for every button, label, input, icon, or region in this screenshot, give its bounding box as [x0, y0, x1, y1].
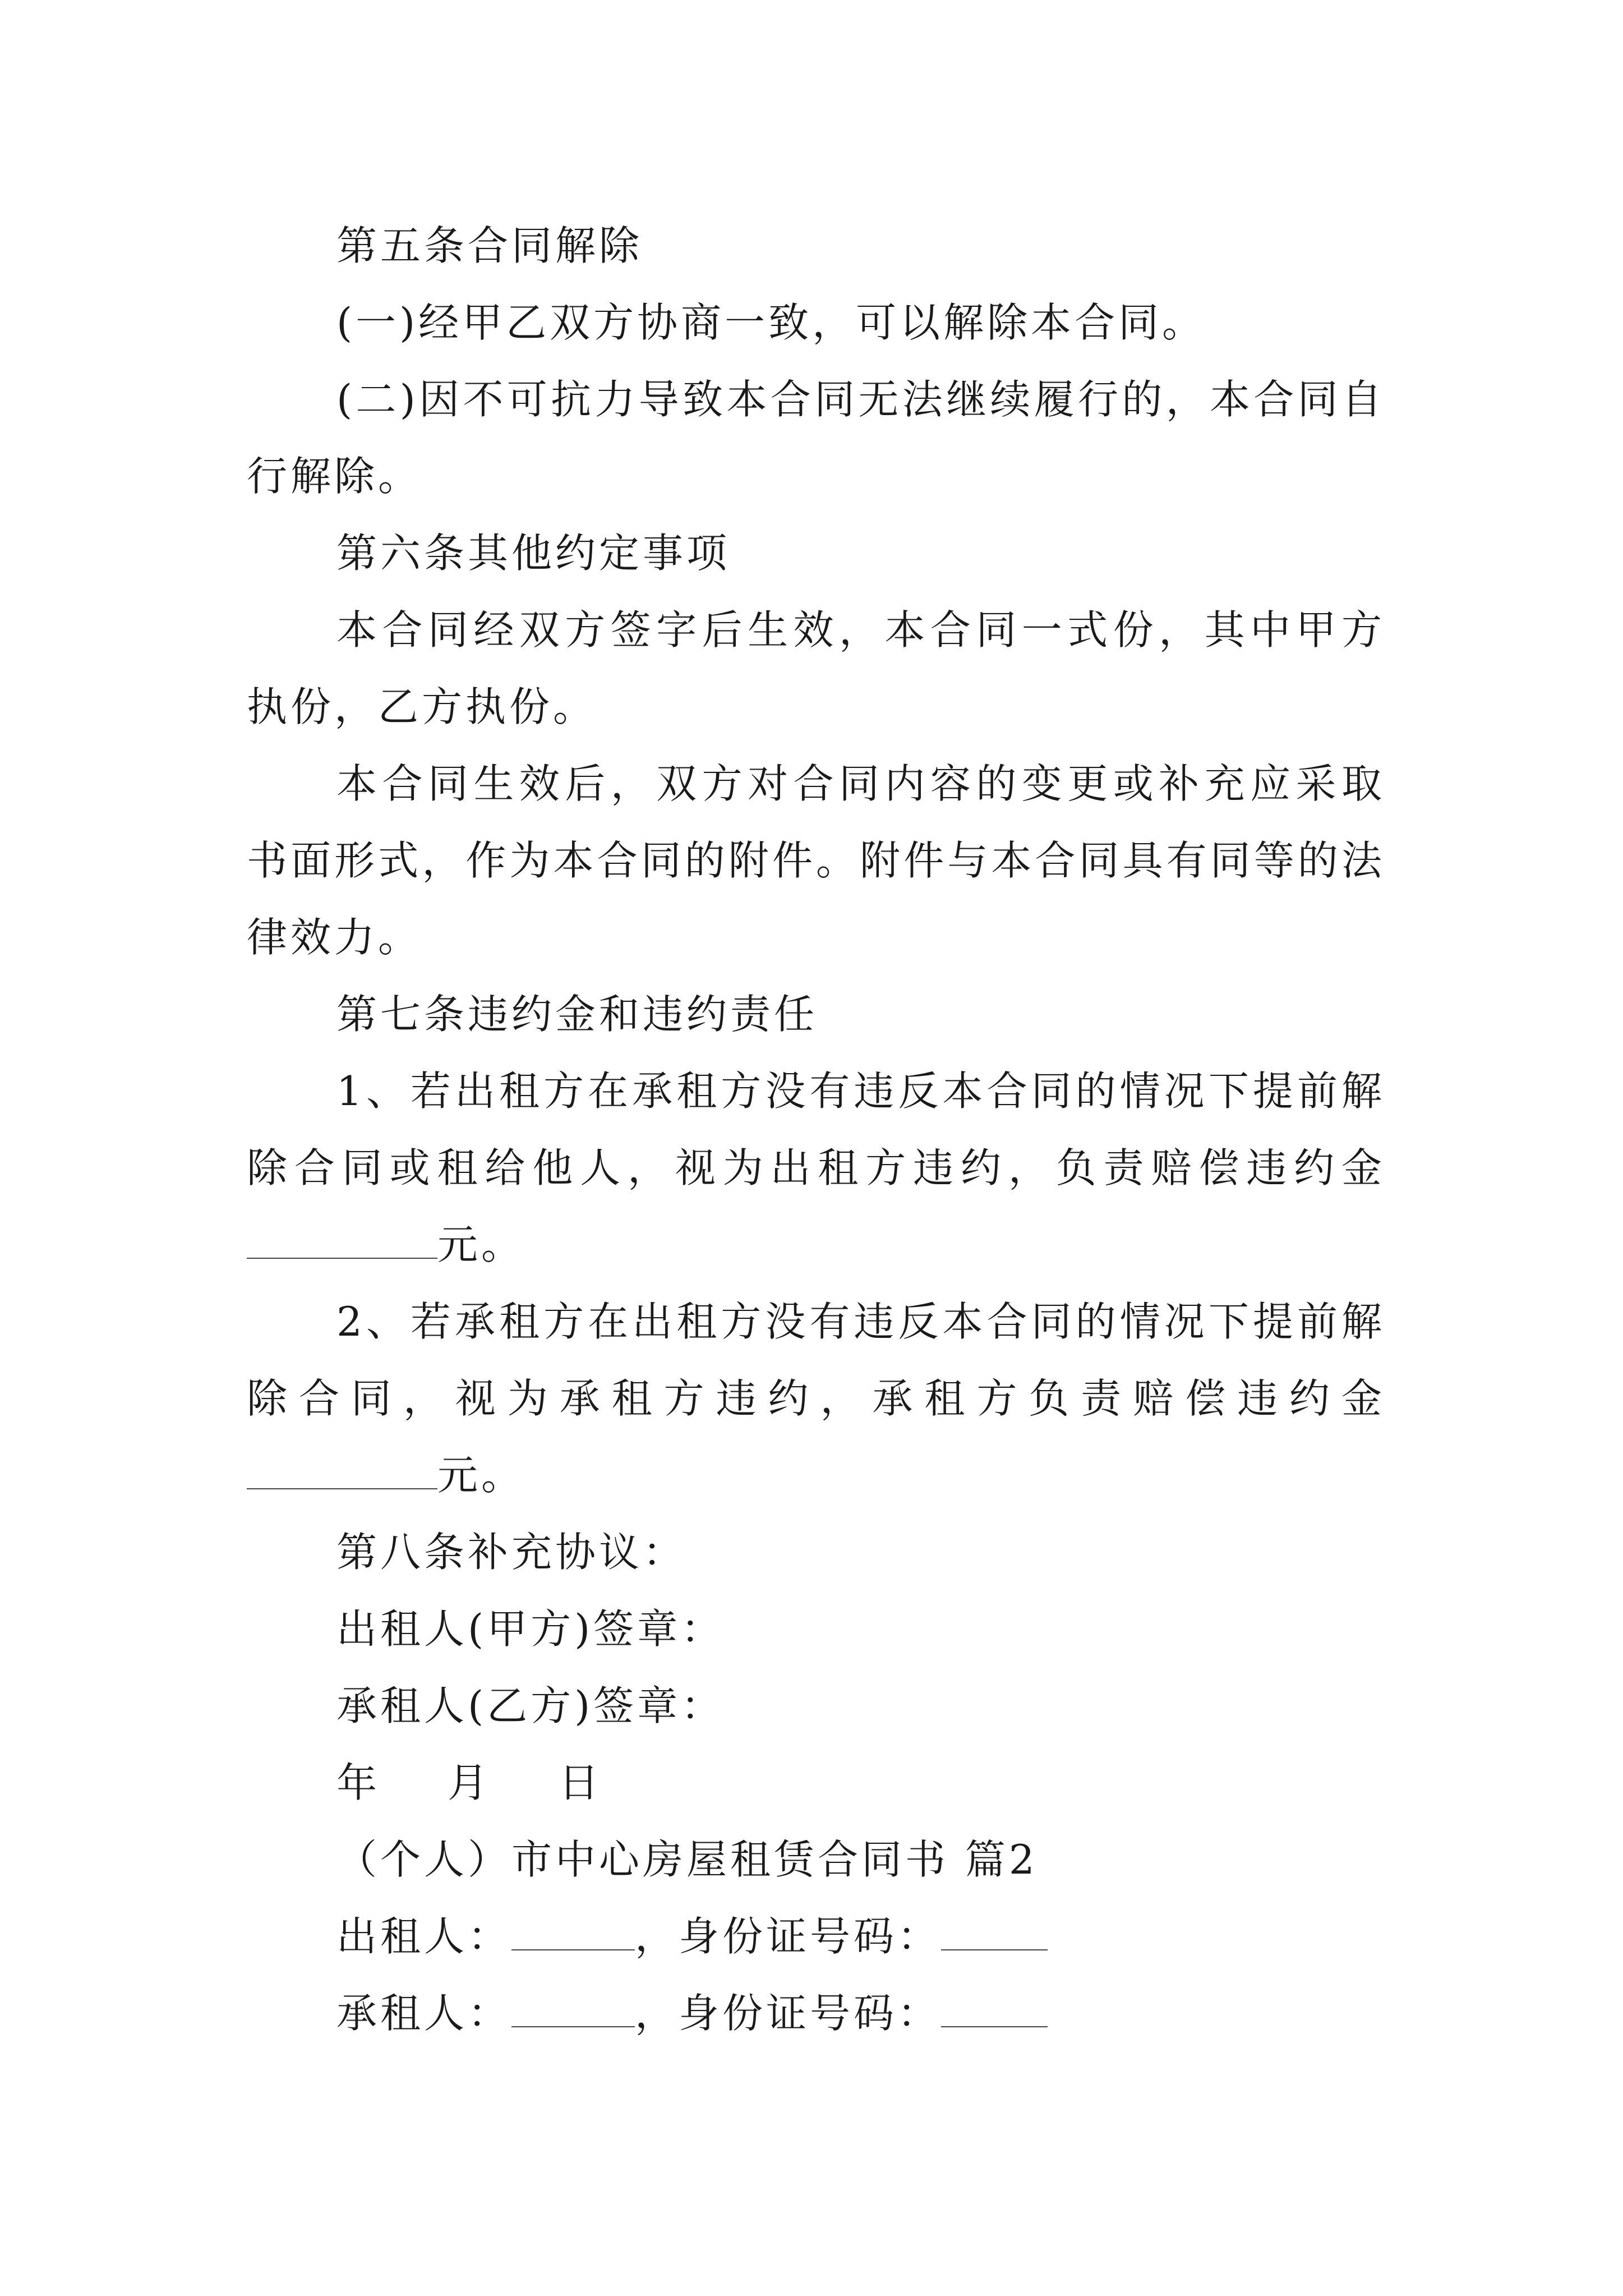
lessor-id-label: ，身份证号码：: [635, 1913, 942, 1960]
lessor-signature-line: 出租人(甲方)签章：: [336, 1605, 725, 1653]
lessee-info-line: [247, 1975, 1385, 2052]
date-month: 月: [448, 1759, 492, 1806]
article-7-clause-1-text: 1、若出租方在承租方没有违反本合同的情况下提前解除合同或租给他人，视为出租方违约，负责赔偿违约金: [247, 1068, 1385, 1191]
lessee-id-blank: [941, 1991, 1048, 2027]
date-year: 年: [336, 1759, 381, 1806]
lessee-name-blank: [511, 1991, 635, 2027]
article-8-title: 第八条补充协议：: [336, 1529, 687, 1576]
lessor-name-blank: [511, 1915, 635, 1950]
article-7-clause-2-suffix: 元。: [437, 1452, 525, 1499]
article-5-clause-2: (二)因不可抗力导致本合同无法继续履行的，本合同自行解除。: [247, 376, 1385, 500]
article-7-title: 第七条违约金和违约责任: [336, 991, 818, 1038]
article-6-title: 第六条其他约定事项: [336, 530, 731, 577]
lessor-info-line: [247, 1898, 1385, 1975]
article-6-paragraph-1: 本合同经双方签字后生效，本合同一式份，其中甲方执份，乙方执份。: [247, 606, 1385, 730]
lessee-label: 承租人：: [336, 1990, 512, 2037]
section-2-title: （个人）市中心房屋租赁合同书 篇2: [336, 1836, 1038, 1883]
penalty-amount-blank-2: [247, 1453, 437, 1489]
penalty-amount-blank-1: [247, 1223, 437, 1259]
article-7-clause-1-suffix: 元。: [437, 1221, 525, 1268]
article-5-title: 第五条合同解除: [336, 222, 643, 269]
article-5-clause-1: (一)经甲乙双方协商一致，可以解除本合同。: [336, 299, 1206, 346]
lessee-signature-line: 承租人(乙方)签章：: [336, 1682, 725, 1729]
lessor-label: 出租人：: [336, 1913, 512, 1960]
article-7-clause-2-text: 2、若承租方在出租方没有违反本合同的情况下提前解除合同，视为承租方违约，承租方负责赔偿违约金: [247, 1298, 1385, 1422]
lessor-id-blank: [941, 1915, 1048, 1950]
lessee-id-label: ，身份证号码：: [635, 1990, 942, 2037]
date-day: 日: [559, 1759, 603, 1806]
document-body: [247, 208, 1385, 2052]
article-7-clause-2: [247, 1283, 1385, 1514]
article-6-paragraph-2: 本合同生效后，双方对合同内容的变更或补充应采取书面形式，作为本合同的附件。附件与本合同具有同等的法律效力。: [247, 760, 1385, 961]
date-line: [247, 1745, 1385, 1821]
article-7-clause-1: [247, 1053, 1385, 1283]
